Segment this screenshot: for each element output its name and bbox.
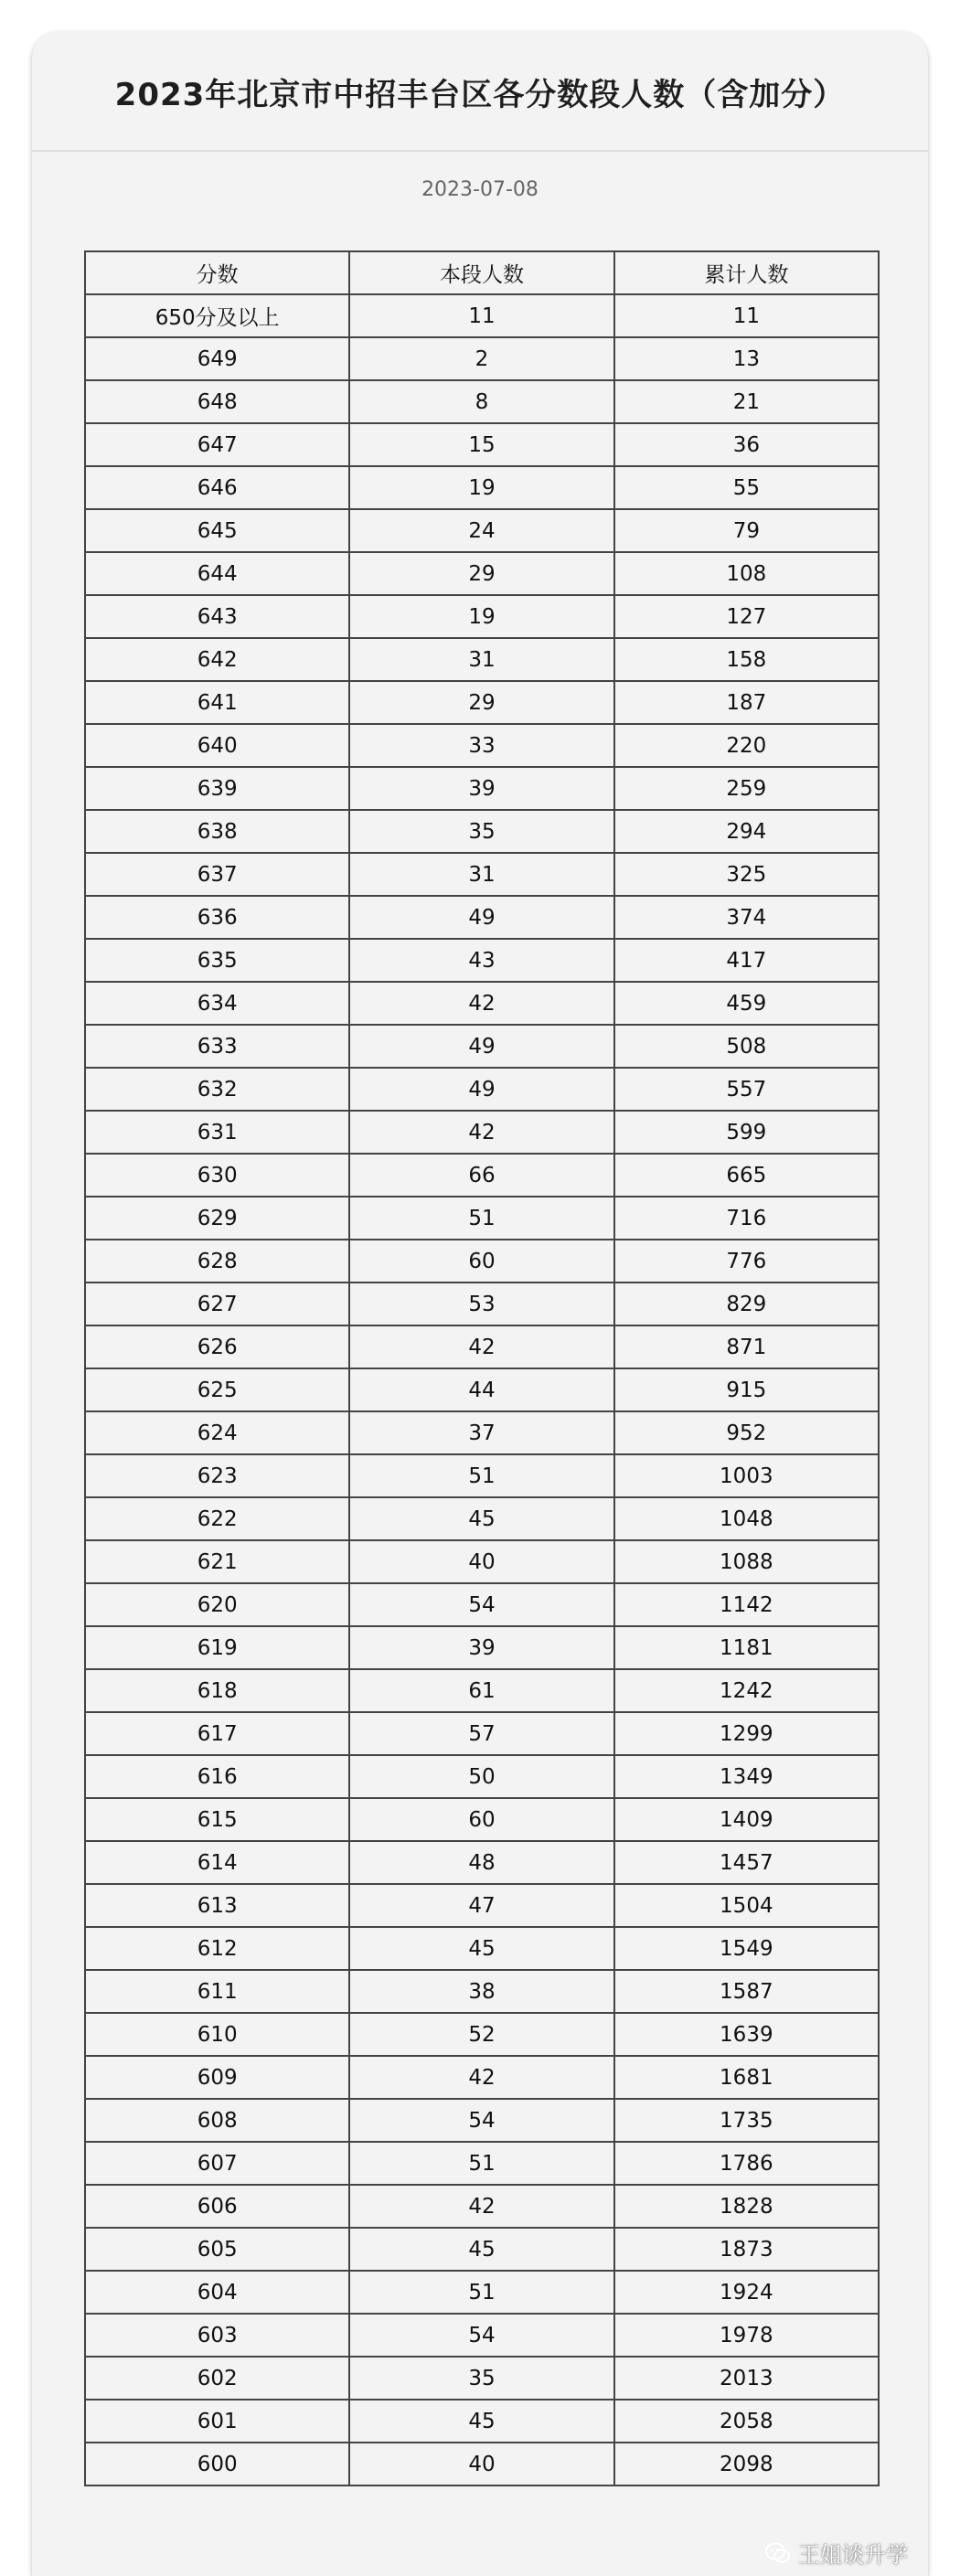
cell-cumulative-count: 1504 (614, 1884, 879, 1927)
cell-score: 630 (85, 1154, 349, 1197)
header-cumulative-count: 累计人数 (614, 251, 879, 294)
table-row (85, 1970, 879, 2013)
cell-cumulative-count: 1735 (614, 2099, 879, 2142)
cell-score: 634 (85, 982, 349, 1025)
cell-score: 606 (85, 2185, 349, 2228)
cell-cumulative-count: 220 (614, 724, 879, 767)
table-body (85, 294, 879, 2486)
cell-segment-count: 42 (349, 982, 613, 1025)
cell-cumulative-count: 1349 (614, 1755, 879, 1798)
cell-cumulative-count: 294 (614, 810, 879, 853)
cell-score: 603 (85, 2314, 349, 2357)
cell-score: 624 (85, 1411, 349, 1454)
cell-cumulative-count: 79 (614, 509, 879, 552)
cell-cumulative-count: 1786 (614, 2142, 879, 2185)
cell-cumulative-count: 1873 (614, 2228, 879, 2271)
cell-segment-count: 54 (349, 2314, 613, 2357)
cell-cumulative-count: 459 (614, 982, 879, 1025)
cell-segment-count: 24 (349, 509, 613, 552)
cell-segment-count: 51 (349, 1197, 613, 1240)
table-row (85, 724, 879, 767)
table-row (85, 2185, 879, 2228)
cell-cumulative-count: 1639 (614, 2013, 879, 2056)
cell-segment-count: 48 (349, 1841, 613, 1884)
cell-score: 638 (85, 810, 349, 853)
table-row (85, 1411, 879, 1454)
table-row (85, 2228, 879, 2271)
cell-cumulative-count: 915 (614, 1368, 879, 1411)
cell-score: 641 (85, 681, 349, 724)
cell-cumulative-count: 187 (614, 681, 879, 724)
cell-cumulative-count: 1924 (614, 2271, 879, 2314)
cell-score: 607 (85, 2142, 349, 2185)
table-row (85, 1927, 879, 1970)
cell-segment-count: 49 (349, 1025, 613, 1068)
table-row (85, 767, 879, 810)
cell-cumulative-count: 13 (614, 337, 879, 380)
cell-cumulative-count: 325 (614, 853, 879, 896)
cell-cumulative-count: 716 (614, 1197, 879, 1240)
cell-segment-count: 40 (349, 1540, 613, 1583)
cell-cumulative-count: 21 (614, 380, 879, 423)
cell-segment-count: 19 (349, 466, 613, 509)
cell-score: 644 (85, 552, 349, 595)
cell-score: 626 (85, 1325, 349, 1368)
table-row (85, 853, 879, 896)
cell-cumulative-count: 259 (614, 767, 879, 810)
cell-segment-count: 49 (349, 1068, 613, 1111)
cell-score: 620 (85, 1583, 349, 1626)
cell-segment-count: 57 (349, 1712, 613, 1755)
cell-segment-count: 42 (349, 2056, 613, 2099)
cell-cumulative-count: 599 (614, 1111, 879, 1154)
cell-cumulative-count: 158 (614, 638, 879, 681)
table-row (85, 1497, 879, 1540)
table-row (85, 595, 879, 638)
cell-cumulative-count: 1549 (614, 1927, 879, 1970)
cell-cumulative-count: 1457 (614, 1841, 879, 1884)
cell-segment-count: 47 (349, 1884, 613, 1927)
cell-score: 619 (85, 1626, 349, 1669)
cell-cumulative-count: 55 (614, 466, 879, 509)
cell-cumulative-count: 2058 (614, 2400, 879, 2443)
cell-score: 611 (85, 1970, 349, 2013)
cell-score: 614 (85, 1841, 349, 1884)
cell-cumulative-count: 1828 (614, 2185, 879, 2228)
cell-segment-count: 37 (349, 1411, 613, 1454)
cell-segment-count: 51 (349, 2271, 613, 2314)
cell-score: 631 (85, 1111, 349, 1154)
cell-segment-count: 15 (349, 423, 613, 466)
table-row (85, 1669, 879, 1712)
table-row (85, 1884, 879, 1927)
table-row (85, 466, 879, 509)
cell-segment-count: 29 (349, 552, 613, 595)
cell-segment-count: 11 (349, 294, 613, 337)
table-row (85, 1712, 879, 1755)
cell-cumulative-count: 952 (614, 1411, 879, 1454)
table-row (85, 1755, 879, 1798)
table-row (85, 1454, 879, 1497)
cell-score: 649 (85, 337, 349, 380)
cell-segment-count: 54 (349, 1583, 613, 1626)
cell-cumulative-count: 1587 (614, 1970, 879, 2013)
page-title: 2023年北京市中招丰台区各分数段人数（含加分） (114, 76, 846, 113)
table-row (85, 2400, 879, 2443)
watermark (765, 2537, 908, 2569)
cell-segment-count: 60 (349, 1240, 613, 1283)
cell-cumulative-count: 36 (614, 423, 879, 466)
article-card (32, 32, 928, 2576)
cell-cumulative-count: 557 (614, 1068, 879, 1111)
table-row (85, 1626, 879, 1669)
table-row (85, 1068, 879, 1111)
cell-score: 628 (85, 1240, 349, 1283)
cell-cumulative-count: 1299 (614, 1712, 879, 1755)
table-row (85, 2056, 879, 2099)
publish-date: 2023-07-08 (421, 178, 539, 201)
table-header-row (85, 251, 879, 294)
cell-cumulative-count: 374 (614, 896, 879, 939)
cell-segment-count: 31 (349, 638, 613, 681)
cell-score: 627 (85, 1283, 349, 1325)
cell-segment-count: 45 (349, 2228, 613, 2271)
table-row (85, 1540, 879, 1583)
cell-cumulative-count: 1181 (614, 1626, 879, 1669)
table-row (85, 2142, 879, 2185)
table-row (85, 2443, 879, 2486)
cell-cumulative-count: 776 (614, 1240, 879, 1283)
table-row (85, 380, 879, 423)
cell-score: 629 (85, 1197, 349, 1240)
table-row (85, 1368, 879, 1411)
cell-cumulative-count: 1048 (614, 1497, 879, 1540)
cell-segment-count: 61 (349, 1669, 613, 1712)
cell-segment-count: 31 (349, 853, 613, 896)
title-divider (32, 150, 928, 152)
cell-segment-count: 49 (349, 896, 613, 939)
cell-segment-count: 51 (349, 2142, 613, 2185)
table-row (85, 810, 879, 853)
cell-score: 613 (85, 1884, 349, 1927)
table-row (85, 423, 879, 466)
table-row (85, 2099, 879, 2142)
table-row (85, 982, 879, 1025)
cell-segment-count: 40 (349, 2443, 613, 2486)
cell-score: 612 (85, 1927, 349, 1970)
cell-score: 610 (85, 2013, 349, 2056)
table-row (85, 337, 879, 380)
cell-score: 608 (85, 2099, 349, 2142)
table-row (85, 638, 879, 681)
cell-segment-count: 66 (349, 1154, 613, 1197)
header-segment-count: 本段人数 (349, 251, 613, 294)
cell-score: 637 (85, 853, 349, 896)
cell-score: 618 (85, 1669, 349, 1712)
cell-segment-count: 50 (349, 1755, 613, 1798)
table-row (85, 1197, 879, 1240)
cell-segment-count: 53 (349, 1283, 613, 1325)
table-row (85, 1283, 879, 1325)
cell-segment-count: 8 (349, 380, 613, 423)
cell-segment-count: 39 (349, 1626, 613, 1669)
watermark-text: 王姐谈升学 (798, 2542, 908, 2568)
cell-score: 642 (85, 638, 349, 681)
table-row (85, 939, 879, 982)
cell-cumulative-count: 871 (614, 1325, 879, 1368)
cell-score: 647 (85, 423, 349, 466)
cell-segment-count: 43 (349, 939, 613, 982)
cell-cumulative-count: 1681 (614, 2056, 879, 2099)
cell-segment-count: 38 (349, 1970, 613, 2013)
table-row (85, 2314, 879, 2357)
cell-score: 600 (85, 2443, 349, 2486)
cell-cumulative-count: 1003 (614, 1454, 879, 1497)
table-row (85, 1154, 879, 1197)
cell-score: 616 (85, 1755, 349, 1798)
cell-segment-count: 42 (349, 1111, 613, 1154)
cell-cumulative-count: 108 (614, 552, 879, 595)
header-score: 分数 (85, 251, 349, 294)
cell-score: 632 (85, 1068, 349, 1111)
cell-cumulative-count: 829 (614, 1283, 879, 1325)
cell-segment-count: 45 (349, 2400, 613, 2443)
table-row (85, 2357, 879, 2400)
cell-segment-count: 42 (349, 1325, 613, 1368)
cell-segment-count: 51 (349, 1454, 613, 1497)
score-table-container (84, 250, 880, 2486)
cell-score: 650分及以上 (85, 294, 349, 337)
cell-score: 602 (85, 2357, 349, 2400)
cell-cumulative-count: 2098 (614, 2443, 879, 2486)
cell-cumulative-count: 1978 (614, 2314, 879, 2357)
table-row (85, 552, 879, 595)
cell-segment-count: 45 (349, 1497, 613, 1540)
cell-segment-count: 60 (349, 1798, 613, 1841)
cell-score: 622 (85, 1497, 349, 1540)
cell-score: 605 (85, 2228, 349, 2271)
cell-score: 646 (85, 466, 349, 509)
score-distribution-table (84, 250, 880, 2486)
cell-cumulative-count: 1409 (614, 1798, 879, 1841)
cell-segment-count: 35 (349, 2357, 613, 2400)
table-row (85, 1798, 879, 1841)
cell-score: 621 (85, 1540, 349, 1583)
cell-segment-count: 19 (349, 595, 613, 638)
cell-segment-count: 35 (349, 810, 613, 853)
table-row (85, 1841, 879, 1884)
cell-score: 639 (85, 767, 349, 810)
cell-segment-count: 45 (349, 1927, 613, 1970)
cell-score: 635 (85, 939, 349, 982)
cell-segment-count: 44 (349, 1368, 613, 1411)
table-row (85, 681, 879, 724)
cell-cumulative-count: 665 (614, 1154, 879, 1197)
cell-score: 645 (85, 509, 349, 552)
table-row (85, 2013, 879, 2056)
cell-segment-count: 39 (349, 767, 613, 810)
cell-segment-count: 29 (349, 681, 613, 724)
cell-cumulative-count: 127 (614, 595, 879, 638)
cell-score: 648 (85, 380, 349, 423)
cell-segment-count: 54 (349, 2099, 613, 2142)
table-row (85, 2271, 879, 2314)
cell-score: 615 (85, 1798, 349, 1841)
table-row (85, 1583, 879, 1626)
table-row (85, 509, 879, 552)
cell-score: 625 (85, 1368, 349, 1411)
wechat-icon (765, 2542, 791, 2564)
cell-cumulative-count: 2013 (614, 2357, 879, 2400)
cell-score: 617 (85, 1712, 349, 1755)
table-row (85, 1325, 879, 1368)
cell-score: 636 (85, 896, 349, 939)
cell-cumulative-count: 1242 (614, 1669, 879, 1712)
table-row (85, 294, 879, 337)
cell-cumulative-count: 508 (614, 1025, 879, 1068)
table-row (85, 1240, 879, 1283)
cell-score: 601 (85, 2400, 349, 2443)
cell-cumulative-count: 1088 (614, 1540, 879, 1583)
cell-cumulative-count: 1142 (614, 1583, 879, 1626)
cell-score: 633 (85, 1025, 349, 1068)
cell-score: 640 (85, 724, 349, 767)
table-row (85, 1111, 879, 1154)
cell-score: 643 (85, 595, 349, 638)
cell-score: 604 (85, 2271, 349, 2314)
table-row (85, 1025, 879, 1068)
cell-score: 623 (85, 1454, 349, 1497)
cell-cumulative-count: 11 (614, 294, 879, 337)
cell-segment-count: 42 (349, 2185, 613, 2228)
cell-cumulative-count: 417 (614, 939, 879, 982)
cell-segment-count: 33 (349, 724, 613, 767)
cell-score: 609 (85, 2056, 349, 2099)
table-row (85, 896, 879, 939)
cell-segment-count: 52 (349, 2013, 613, 2056)
cell-segment-count: 2 (349, 337, 613, 380)
